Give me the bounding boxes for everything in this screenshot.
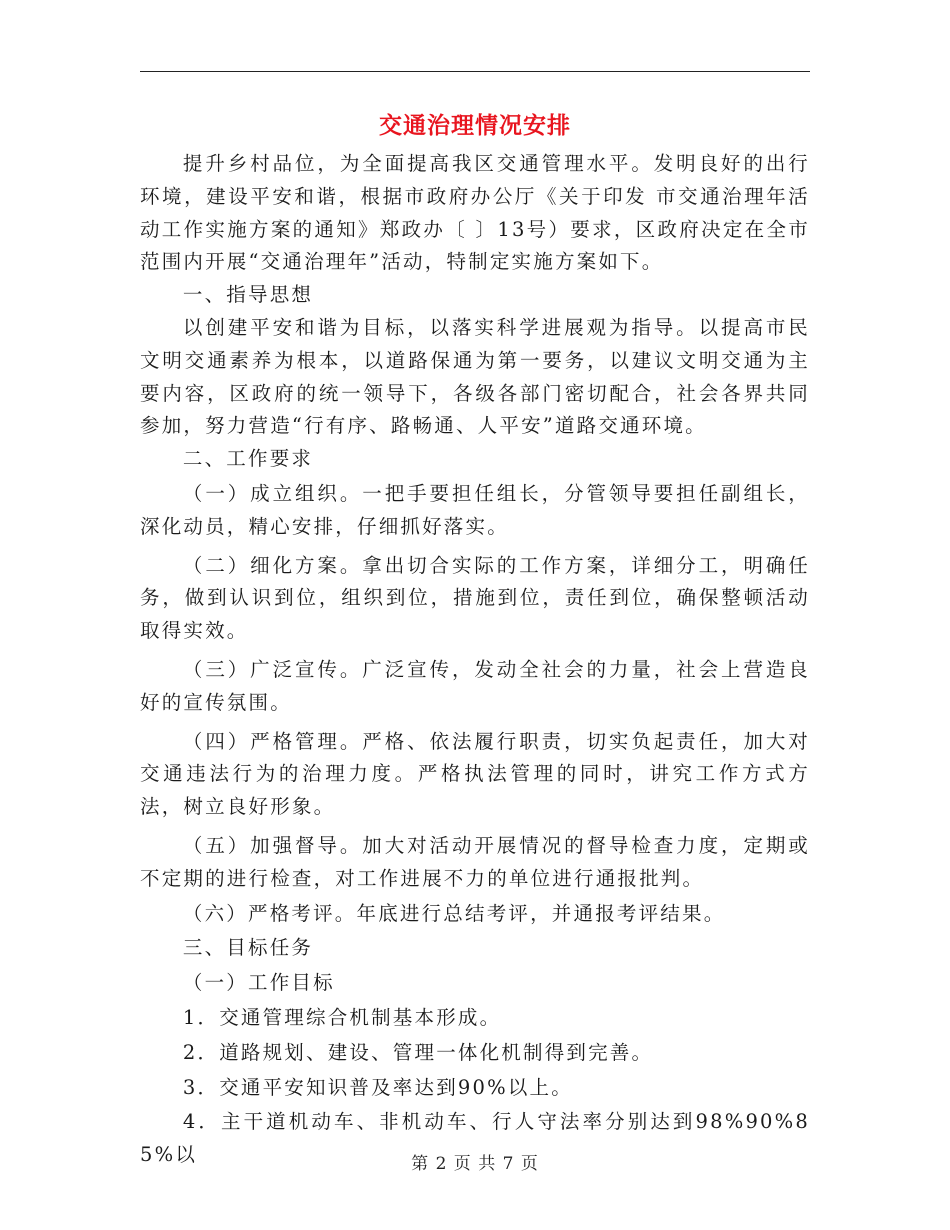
requirement-item-2: （二）细化方案。拿出切合实际的工作方案，详细分工，明确任务，做到认识到位，组织到位，措施到位，责任到位，确保整顿活动取得实效。 [140,553,810,643]
header-rule [140,71,810,72]
requirement-item-5: （五）加强督导。加大对活动开展情况的督导检查力度，定期或不定期的进行检查，对工作进展不力的单位进行通报批判。 [140,833,810,890]
target-item-1: 1．交通管理综合机制基本形成。 [182,1005,502,1029]
target-item-3: 3．交通平安知识普及率达到90%以上。 [182,1075,573,1099]
intro-paragraph: 提升乡村品位，为全面提高我区交通管理水平。发明良好的出行环境，建设平安和谐，根据市政府办公厅《关于印发 市交通治理年活动工作实施方案的通知》郑政办〔 〕13号）要求，区政府决定在全市范围内开展“交通治理年”活动，特制定实施方案如下。 [140,152,810,274]
target-item-4: 4．主干道机动车、非机动车、行人守法率分别达到98%90%85%以 [140,1110,810,1167]
section-heading-work-requirements: 二、工作要求 [182,447,314,471]
subsection-heading-work-targets: （一）工作目标 [182,971,335,995]
document-body [140,148,810,1172]
target-item-2: 2．道路规划、建设、管理一体化机制得到完善。 [182,1040,654,1064]
requirement-item-1: （一）成立组织。一把手要担任组长，分管领导要担任副组长，深化动员，精心安排，仔细抓好落实。 [140,481,810,538]
page-number-footer: 第 2 页 共 7 页 [411,1154,539,1174]
document-title: 交通治理情况安排 [379,113,571,139]
section-heading-targets: 三、目标任务 [182,936,314,960]
requirement-item-6: （六）严格考评。年底进行总结考评，并通报考评结果。 [182,901,726,925]
guiding-ideology-paragraph: 以创建平安和谐为目标，以落实科学进展观为指导。以提高市民文明交通素养为根本，以道路保通为第一要务，以建议文明交通为主要内容，区政府的统一领导下，各级各部门密切配合，社会各界共同参加，努力营造“行有序、路畅通、人平安”道路交通环境。 [140,315,810,438]
requirement-item-3: （三）广泛宣传。广泛宣传，发动全社会的力量，社会上营造良好的宣传氛围。 [140,657,810,714]
requirement-item-4: （四）严格管理。严格、依法履行职责，切实负起责任，加大对交通违法行为的治理力度。严格执法管理的同时，讲究工作方式方法，树立良好形象。 [140,729,810,819]
section-heading-guiding-ideology: 一、指导思想 [182,283,314,307]
